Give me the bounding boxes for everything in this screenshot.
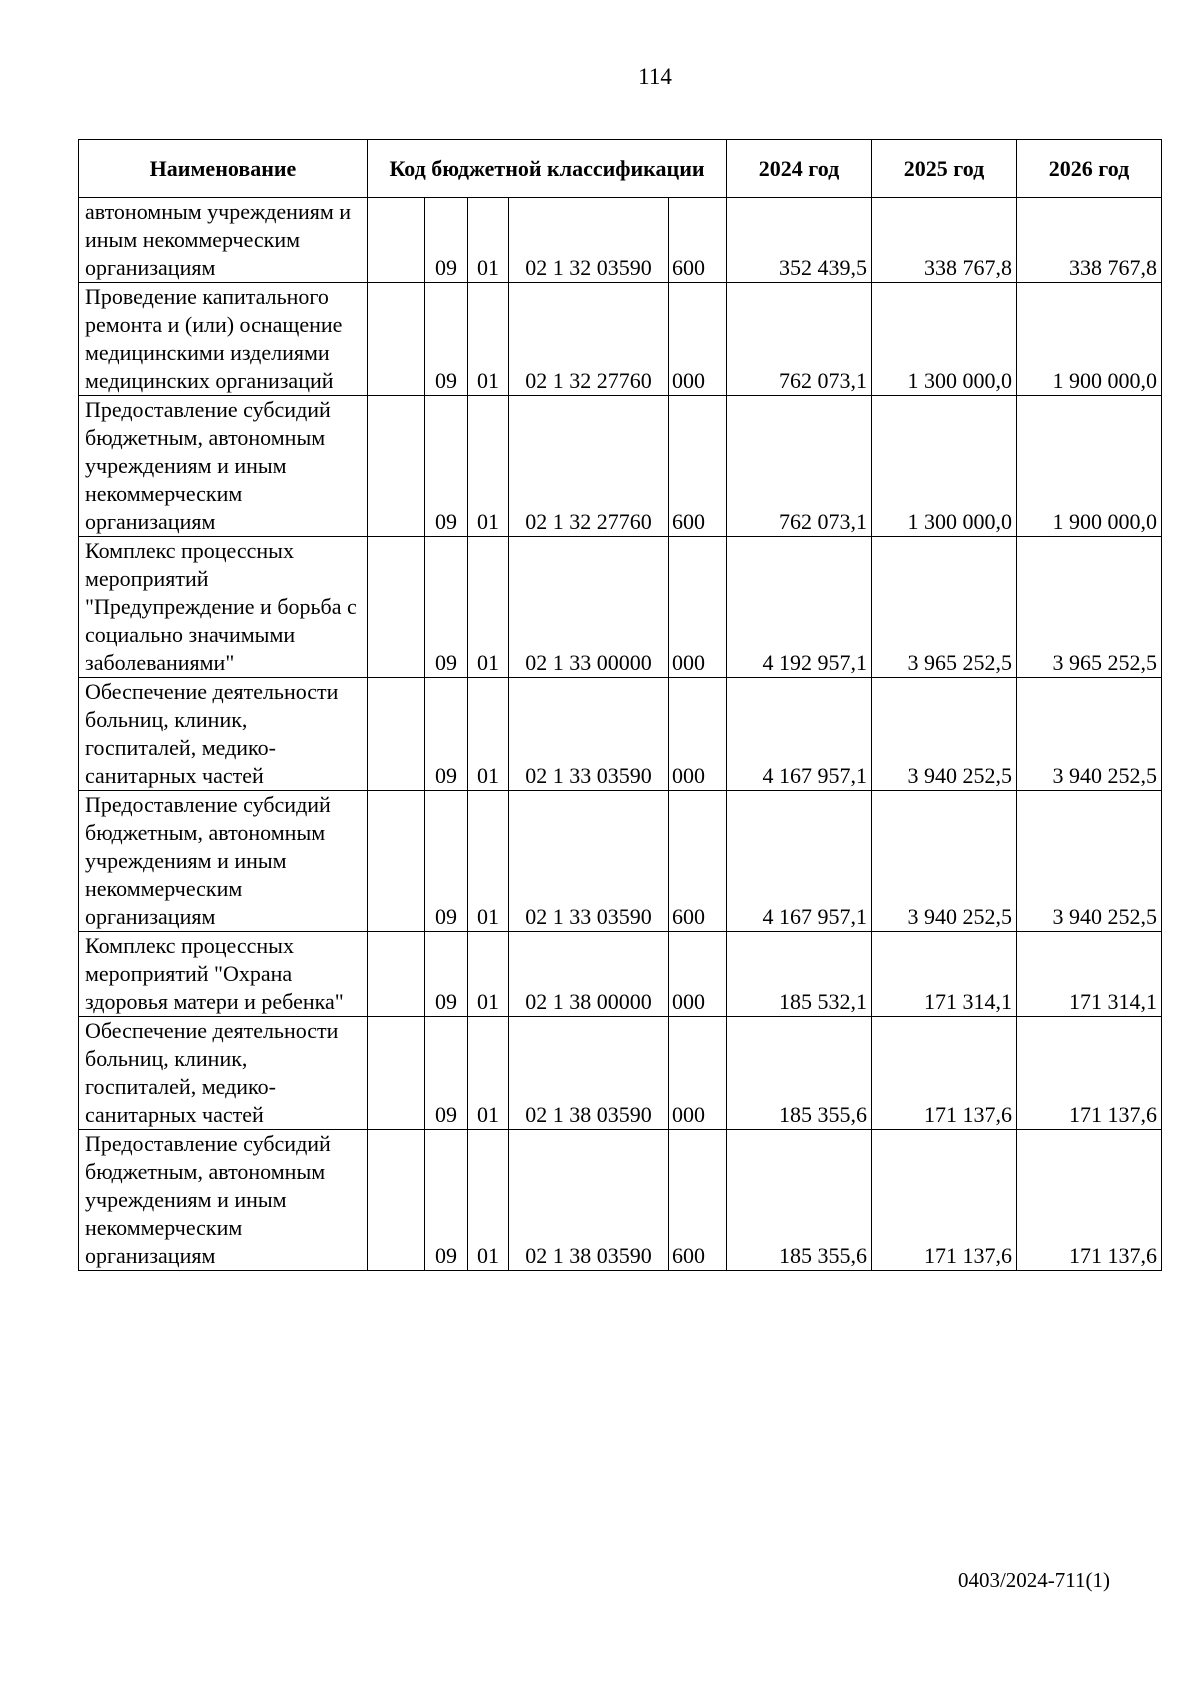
- cell-expense-type: 600: [669, 791, 727, 932]
- cell-2026: 1 900 000,0: [1017, 283, 1162, 396]
- table-row: [79, 678, 1162, 791]
- cell-section: 09: [425, 396, 468, 537]
- cell-target-article: 02 1 32 27760: [509, 283, 669, 396]
- cell-subsection: 01: [468, 791, 509, 932]
- cell-2026: 1 900 000,0: [1017, 396, 1162, 537]
- cell-2024: 762 073,1: [727, 396, 872, 537]
- cell-ved: [368, 396, 425, 537]
- cell-subsection: 01: [468, 1130, 509, 1271]
- cell-target-article: 02 1 32 27760: [509, 396, 669, 537]
- cell-ved: [368, 1130, 425, 1271]
- cell-name: Предоставление субсидий бюджетным, автономным учреждениям и иным некоммерческим организациям: [79, 791, 368, 932]
- table-body: [79, 198, 1162, 1271]
- cell-2024: 762 073,1: [727, 283, 872, 396]
- header-kbk: Код бюджетной классификации: [368, 140, 727, 198]
- cell-2026: 171 314,1: [1017, 932, 1162, 1017]
- cell-target-article: 02 1 38 03590: [509, 1130, 669, 1271]
- cell-2024: 185 355,6: [727, 1017, 872, 1130]
- cell-2025: 171 137,6: [872, 1017, 1017, 1130]
- cell-name: Обеспечение деятельности больниц, клиник, госпиталей, медико-санитарных частей: [79, 1017, 368, 1130]
- cell-2024: 185 532,1: [727, 932, 872, 1017]
- cell-2026: 3 940 252,5: [1017, 791, 1162, 932]
- cell-subsection: 01: [468, 198, 509, 283]
- cell-2024: 352 439,5: [727, 198, 872, 283]
- cell-expense-type: 600: [669, 396, 727, 537]
- cell-2025: 171 137,6: [872, 1130, 1017, 1271]
- cell-2026: 171 137,6: [1017, 1017, 1162, 1130]
- cell-expense-type: 600: [669, 198, 727, 283]
- table-header: [79, 140, 1162, 198]
- cell-2024: 4 192 957,1: [727, 537, 872, 678]
- header-2026: 2026 год: [1017, 140, 1162, 198]
- table-row: [79, 791, 1162, 932]
- cell-2026: 338 767,8: [1017, 198, 1162, 283]
- table-row: [79, 1130, 1162, 1271]
- table-row: [79, 198, 1162, 283]
- cell-2025: 3 965 252,5: [872, 537, 1017, 678]
- cell-name: Комплекс процессных мероприятий "Охрана здоровья матери и ребенка": [79, 932, 368, 1017]
- cell-section: 09: [425, 1017, 468, 1130]
- cell-subsection: 01: [468, 283, 509, 396]
- cell-ved: [368, 537, 425, 678]
- cell-section: 09: [425, 678, 468, 791]
- cell-2026: 3 965 252,5: [1017, 537, 1162, 678]
- cell-2026: 171 137,6: [1017, 1130, 1162, 1271]
- cell-ved: [368, 678, 425, 791]
- cell-ved: [368, 932, 425, 1017]
- cell-section: 09: [425, 932, 468, 1017]
- cell-section: 09: [425, 198, 468, 283]
- cell-target-article: 02 1 33 03590: [509, 791, 669, 932]
- cell-ved: [368, 1017, 425, 1130]
- cell-subsection: 01: [468, 537, 509, 678]
- table-row: [79, 537, 1162, 678]
- cell-target-article: 02 1 38 00000: [509, 932, 669, 1017]
- cell-section: 09: [425, 791, 468, 932]
- cell-expense-type: 000: [669, 932, 727, 1017]
- cell-2024: 4 167 957,1: [727, 791, 872, 932]
- cell-2025: 171 314,1: [872, 932, 1017, 1017]
- cell-expense-type: 000: [669, 1017, 727, 1130]
- cell-target-article: 02 1 38 03590: [509, 1017, 669, 1130]
- cell-name: автономным учреждениям и иным некоммерческим организациям: [79, 198, 368, 283]
- cell-2025: 1 300 000,0: [872, 396, 1017, 537]
- cell-section: 09: [425, 1130, 468, 1271]
- cell-name: Обеспечение деятельности больниц, клиник, госпиталей, медико-санитарных частей: [79, 678, 368, 791]
- cell-2024: 4 167 957,1: [727, 678, 872, 791]
- cell-2025: 1 300 000,0: [872, 283, 1017, 396]
- cell-2024: 185 355,6: [727, 1130, 872, 1271]
- cell-section: 09: [425, 537, 468, 678]
- cell-expense-type: 000: [669, 678, 727, 791]
- cell-target-article: 02 1 33 00000: [509, 537, 669, 678]
- cell-name: Проведение капитального ремонта и (или) оснащение медицинскими изделиями медицинских организаций: [79, 283, 368, 396]
- cell-2026: 3 940 252,5: [1017, 678, 1162, 791]
- cell-expense-type: 600: [669, 1130, 727, 1271]
- header-2024: 2024 год: [727, 140, 872, 198]
- document-code: 0403/2024-711(1): [957, 1568, 1110, 1592]
- cell-subsection: 01: [468, 396, 509, 537]
- page-number: 114: [638, 64, 672, 89]
- cell-2025: 338 767,8: [872, 198, 1017, 283]
- cell-2025: 3 940 252,5: [872, 678, 1017, 791]
- cell-name: Предоставление субсидий бюджетным, автономным учреждениям и иным некоммерческим организациям: [79, 1130, 368, 1271]
- cell-expense-type: 000: [669, 283, 727, 396]
- table-row: [79, 396, 1162, 537]
- cell-expense-type: 000: [669, 537, 727, 678]
- header-2025: 2025 год: [872, 140, 1017, 198]
- cell-target-article: 02 1 32 03590: [509, 198, 669, 283]
- cell-subsection: 01: [468, 932, 509, 1017]
- cell-section: 09: [425, 283, 468, 396]
- cell-subsection: 01: [468, 1017, 509, 1130]
- cell-name: Комплекс процессных мероприятий "Предупреждение и борьба с социально значимыми заболеваниями": [79, 537, 368, 678]
- cell-ved: [368, 283, 425, 396]
- table-row: [79, 932, 1162, 1017]
- cell-subsection: 01: [468, 678, 509, 791]
- cell-name: Предоставление субсидий бюджетным, автономным учреждениям и иным некоммерческим организациям: [79, 396, 368, 537]
- cell-2025: 3 940 252,5: [872, 791, 1017, 932]
- budget-table: [78, 139, 1162, 1271]
- table-row: [79, 283, 1162, 396]
- table-row: [79, 1017, 1162, 1130]
- cell-target-article: 02 1 33 03590: [509, 678, 669, 791]
- cell-ved: [368, 198, 425, 283]
- header-name: Наименование: [79, 140, 368, 198]
- cell-ved: [368, 791, 425, 932]
